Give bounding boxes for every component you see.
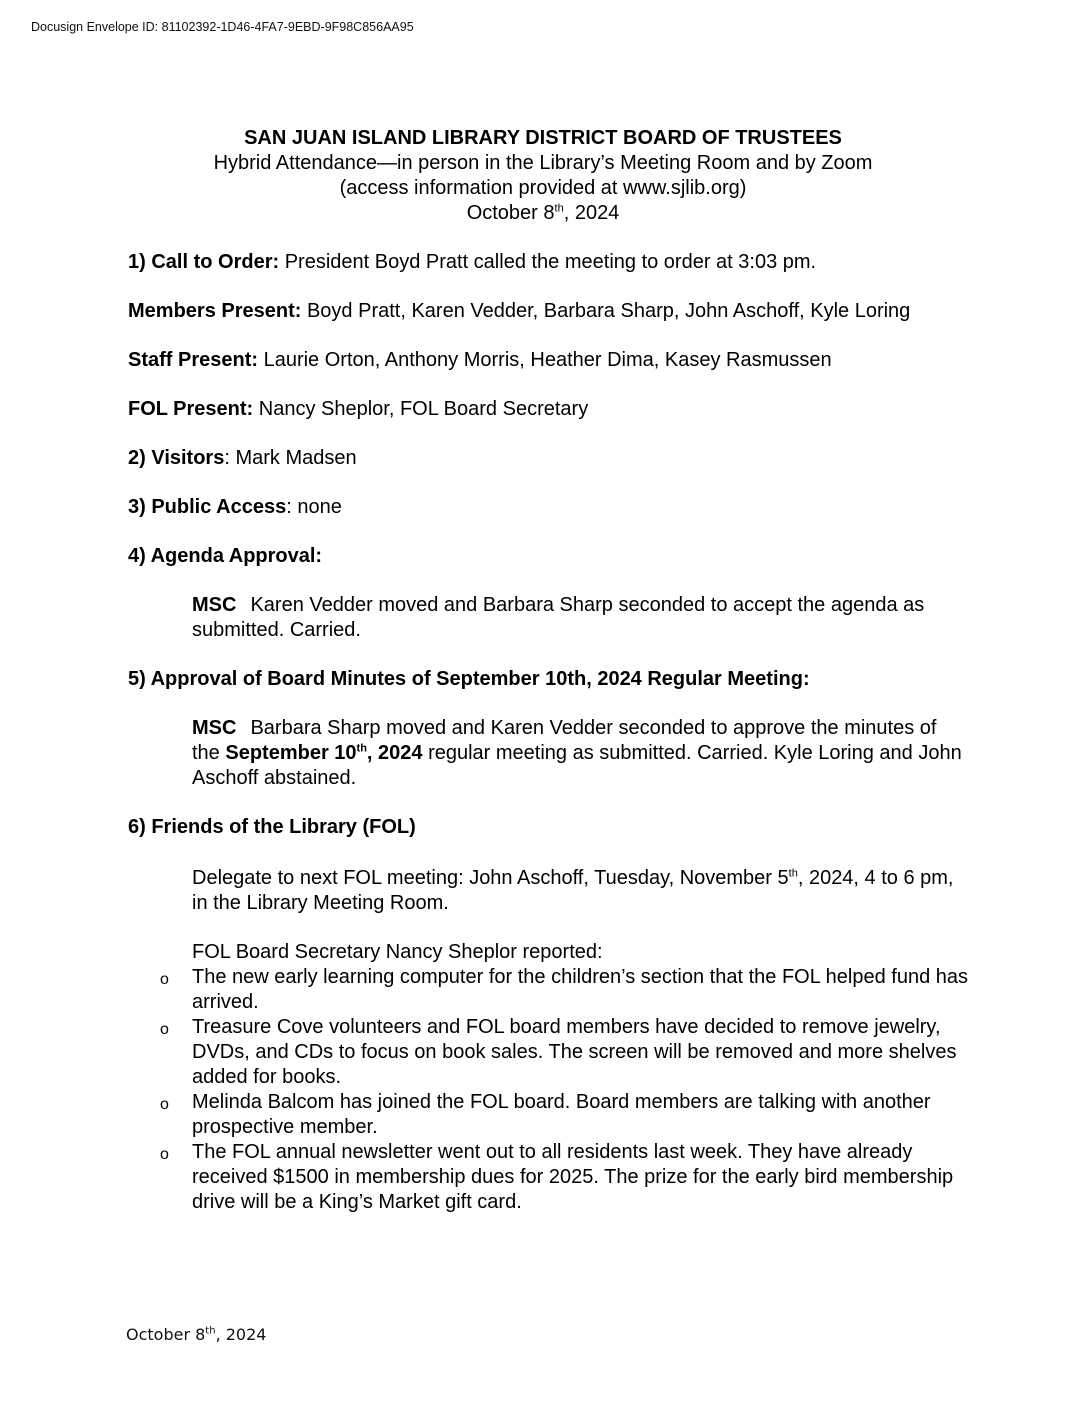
bullet-icon: o: [160, 1096, 169, 1113]
list-item: o The new early learning computer for the children’s section that the FOL helped fund has arrived.: [160, 966, 969, 1013]
agenda-approval-heading: 4) Agenda Approval:: [128, 545, 323, 567]
document-title: SAN JUAN ISLAND LIBRARY DISTRICT BOARD OF TRUSTEES: [244, 127, 842, 149]
document-body: [128, 126, 968, 1215]
fol-report-intro: FOL Board Secretary Nancy Sheplor reported:: [192, 941, 603, 963]
minutes-motion: MSC Barbara Sharp moved and Karen Vedder seconded to approve the minutes of the September 10th, 2024 regular meeting as submitted. Carried. Kyle Loring and John Aschoff abstained.: [192, 717, 962, 789]
fol-delegate: Delegate to next FOL meeting: John Aschoff, Tuesday, November 5th, 2024, 4 to 6 pm, in the Library Meeting Room.: [192, 867, 954, 914]
meeting-date: October 8th, 2024: [466, 202, 620, 224]
public-access: 3) Public Access: none: [128, 496, 342, 518]
agenda-motion: MSC Karen Vedder moved and Barbara Sharp seconded to accept the agenda as submitted. Carried.: [192, 594, 925, 641]
minutes-approval-heading: 5) Approval of Board Minutes of September 10th, 2024 Regular Meeting:: [128, 668, 810, 690]
list-item: o Melinda Balcom has joined the FOL board. Board members are talking with another prospective member.: [160, 1091, 931, 1138]
staff-present: Staff Present: Laurie Orton, Anthony Morris, Heather Dima, Kasey Rasmussen: [128, 349, 832, 371]
fol-heading: 6) Friends of the Library (FOL): [128, 816, 416, 838]
envelope-id: Docusign Envelope ID: 81102392-1D46-4FA7-9EBD-9F98C856AA95: [31, 20, 414, 34]
fol-present: FOL Present: Nancy Sheplor, FOL Board Secretary: [128, 398, 589, 420]
attendance-line: Hybrid Attendance—in person in the Library’s Meeting Room and by Zoom: [213, 152, 873, 174]
members-present: Members Present: Boyd Pratt, Karen Vedder, Barbara Sharp, John Aschoff, Kyle Loring: [128, 300, 911, 322]
bullet-icon: o: [160, 1021, 169, 1038]
call-to-order: 1) Call to Order: President Boyd Pratt called the meeting to order at 3:03 pm.: [128, 251, 817, 273]
list-item: o The FOL annual newsletter went out to all residents last week. They have already received $1500 in membership dues for 2025. The prize for the early bird membership drive will be a King’s Market gift card.: [160, 1141, 954, 1213]
document-header: [118, 126, 968, 226]
access-info-line: (access information provided at www.sjlib.org): [339, 177, 747, 199]
fol-report-list: [128, 965, 968, 1215]
list-item: o Treasure Cove volunteers and FOL board members have decided to remove jewelry, DVDs, and CDs to focus on book sales. The screen will be removed and more shelves added for books.: [160, 1016, 957, 1088]
bullet-icon: o: [160, 971, 169, 988]
bullet-icon: o: [160, 1146, 169, 1163]
visitors: 2) Visitors: Mark Madsen: [128, 447, 357, 469]
page-footer: October 8th, 2024: [126, 1325, 267, 1344]
